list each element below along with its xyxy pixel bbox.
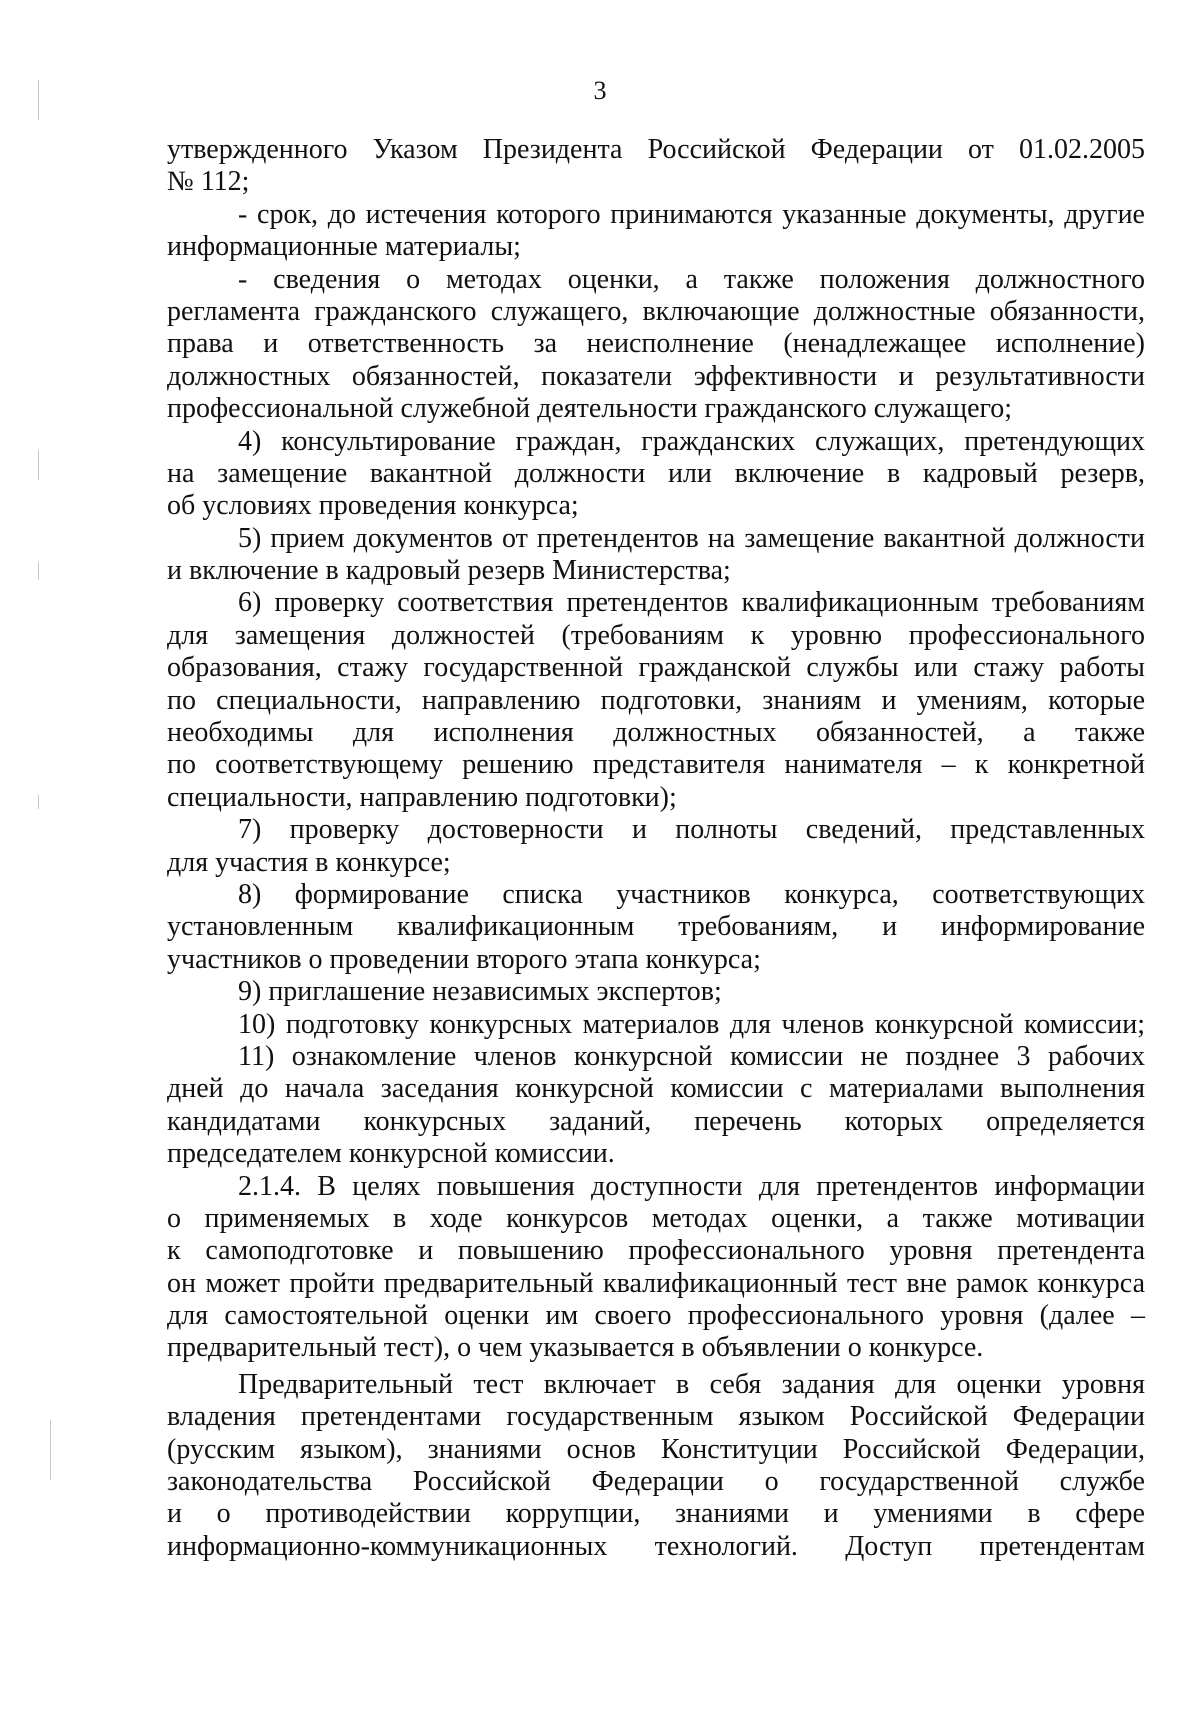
text-line: дней до начала заседания конкурсной комиссии с материалами выполнения [167,1073,1145,1105]
text-line: по специальности, направлению подготовки, знаниям и умениям, которые [167,684,1145,716]
scan-artifact [50,1420,51,1480]
text-line: председателем конкурсной комиссии. [167,1138,615,1170]
text-line: предварительный тест), о чем указывается в объявлении о конкурсе. [167,1332,984,1364]
text-line: 4) консультирование граждан, гражданских служащих, претендующих [238,425,1145,457]
text-line: информационные материалы; [167,231,521,263]
text-line: участников о проведении второго этапа конкурса; [167,943,761,975]
text-line: - сведения о методах оценки, а также положения должностного [238,263,1145,295]
text-line: информационно-коммуникационных технологий. Доступ претендентам [167,1530,1145,1562]
text-line: 2.1.4. В целях повышения доступности для претендентов информации [238,1170,1145,1202]
text-line: (русским языком), знаниями основ Конституции Российской Федерации, [167,1433,1145,1465]
text-line: № 112; [167,166,250,198]
text-line: на замещение вакантной должности или включение в кадровый резерв, [167,457,1145,489]
text-line: владения претендентами государственным языком Российской Федерации [167,1401,1145,1433]
text-line: 8) формирование списка участников конкурса, соответствующих [238,878,1145,910]
text-line: к самоподготовке и повышению профессионального уровня претендента [167,1235,1145,1267]
text-line: по соответствующему решению представителя нанимателя – к конкретной [167,749,1145,781]
text-line: профессиональной служебной деятельности гражданского служащего; [167,393,1013,425]
text-line: установленным квалификационным требованиям, и информирование [167,911,1145,943]
text-line: 7) проверку достоверности и полноты сведений, представленных [238,814,1145,846]
text-line: для участия в конкурсе; [167,846,451,878]
text-line: об условиях проведения конкурса; [167,490,579,522]
text-line: - срок, до истечения которого принимаются указанные документы, другие [238,198,1145,230]
text-line: он может пройти предварительный квалификационный тест вне рамок конкурса [167,1267,1145,1299]
scan-artifact [38,562,39,580]
text-line: образования, стажу государственной гражданской службы или стажу работы [167,652,1145,684]
text-line: 10) подготовку конкурсных материалов для членов конкурсной комиссии; [238,1008,1145,1040]
text-line: регламента гражданского служащего, включающие должностные обязанности, [167,295,1145,327]
text-line: 9) приглашение независимых экспертов; [238,976,722,1008]
scan-artifact [38,795,39,809]
text-line: Предварительный тест включает в себя задания для оценки уровня [238,1368,1145,1400]
text-line: и включение в кадровый резерв Министерства; [167,555,731,587]
text-line: специальности, направлению подготовки); [167,781,677,813]
text-line: для замещения должностей (требованиям к уровню профессионального [167,619,1145,651]
text-line: необходимы для исполнения должностных обязанностей, а также [167,717,1145,749]
text-line: законодательства Российской Федерации о государственной службе [167,1466,1145,1498]
text-line: права и ответственность за неисполнение (ненадлежащее исполнение) [167,328,1145,360]
text-line: утвержденного Указом Президента Российской Федерации от 01.02.2005 [167,134,1145,165]
text-line: должностных обязанностей, показатели эффективности и результативности [167,360,1145,392]
text-line: 6) проверку соответствия претендентов квалификационным требованиям [238,587,1145,619]
text-line: для самостоятельной оценки им своего профессионального уровня (далее – [167,1300,1145,1332]
page-number: 3 [593,76,607,105]
text-line: о применяемых в ходе конкурсов методах оценки, а также мотивации [167,1202,1145,1234]
text-line: кандидатами конкурсных заданий, перечень которых определяется [167,1105,1145,1137]
scan-artifact [38,450,39,480]
text-line: 11) ознакомление членов конкурсной комиссии не позднее 3 рабочих [238,1040,1145,1072]
document-body [167,134,1145,1563]
text-line: и о противодействии коррупции, знаниями и умениями в сфере [167,1498,1145,1530]
text-line: 5) прием документов от претендентов на замещение вакантной должности [238,522,1145,554]
